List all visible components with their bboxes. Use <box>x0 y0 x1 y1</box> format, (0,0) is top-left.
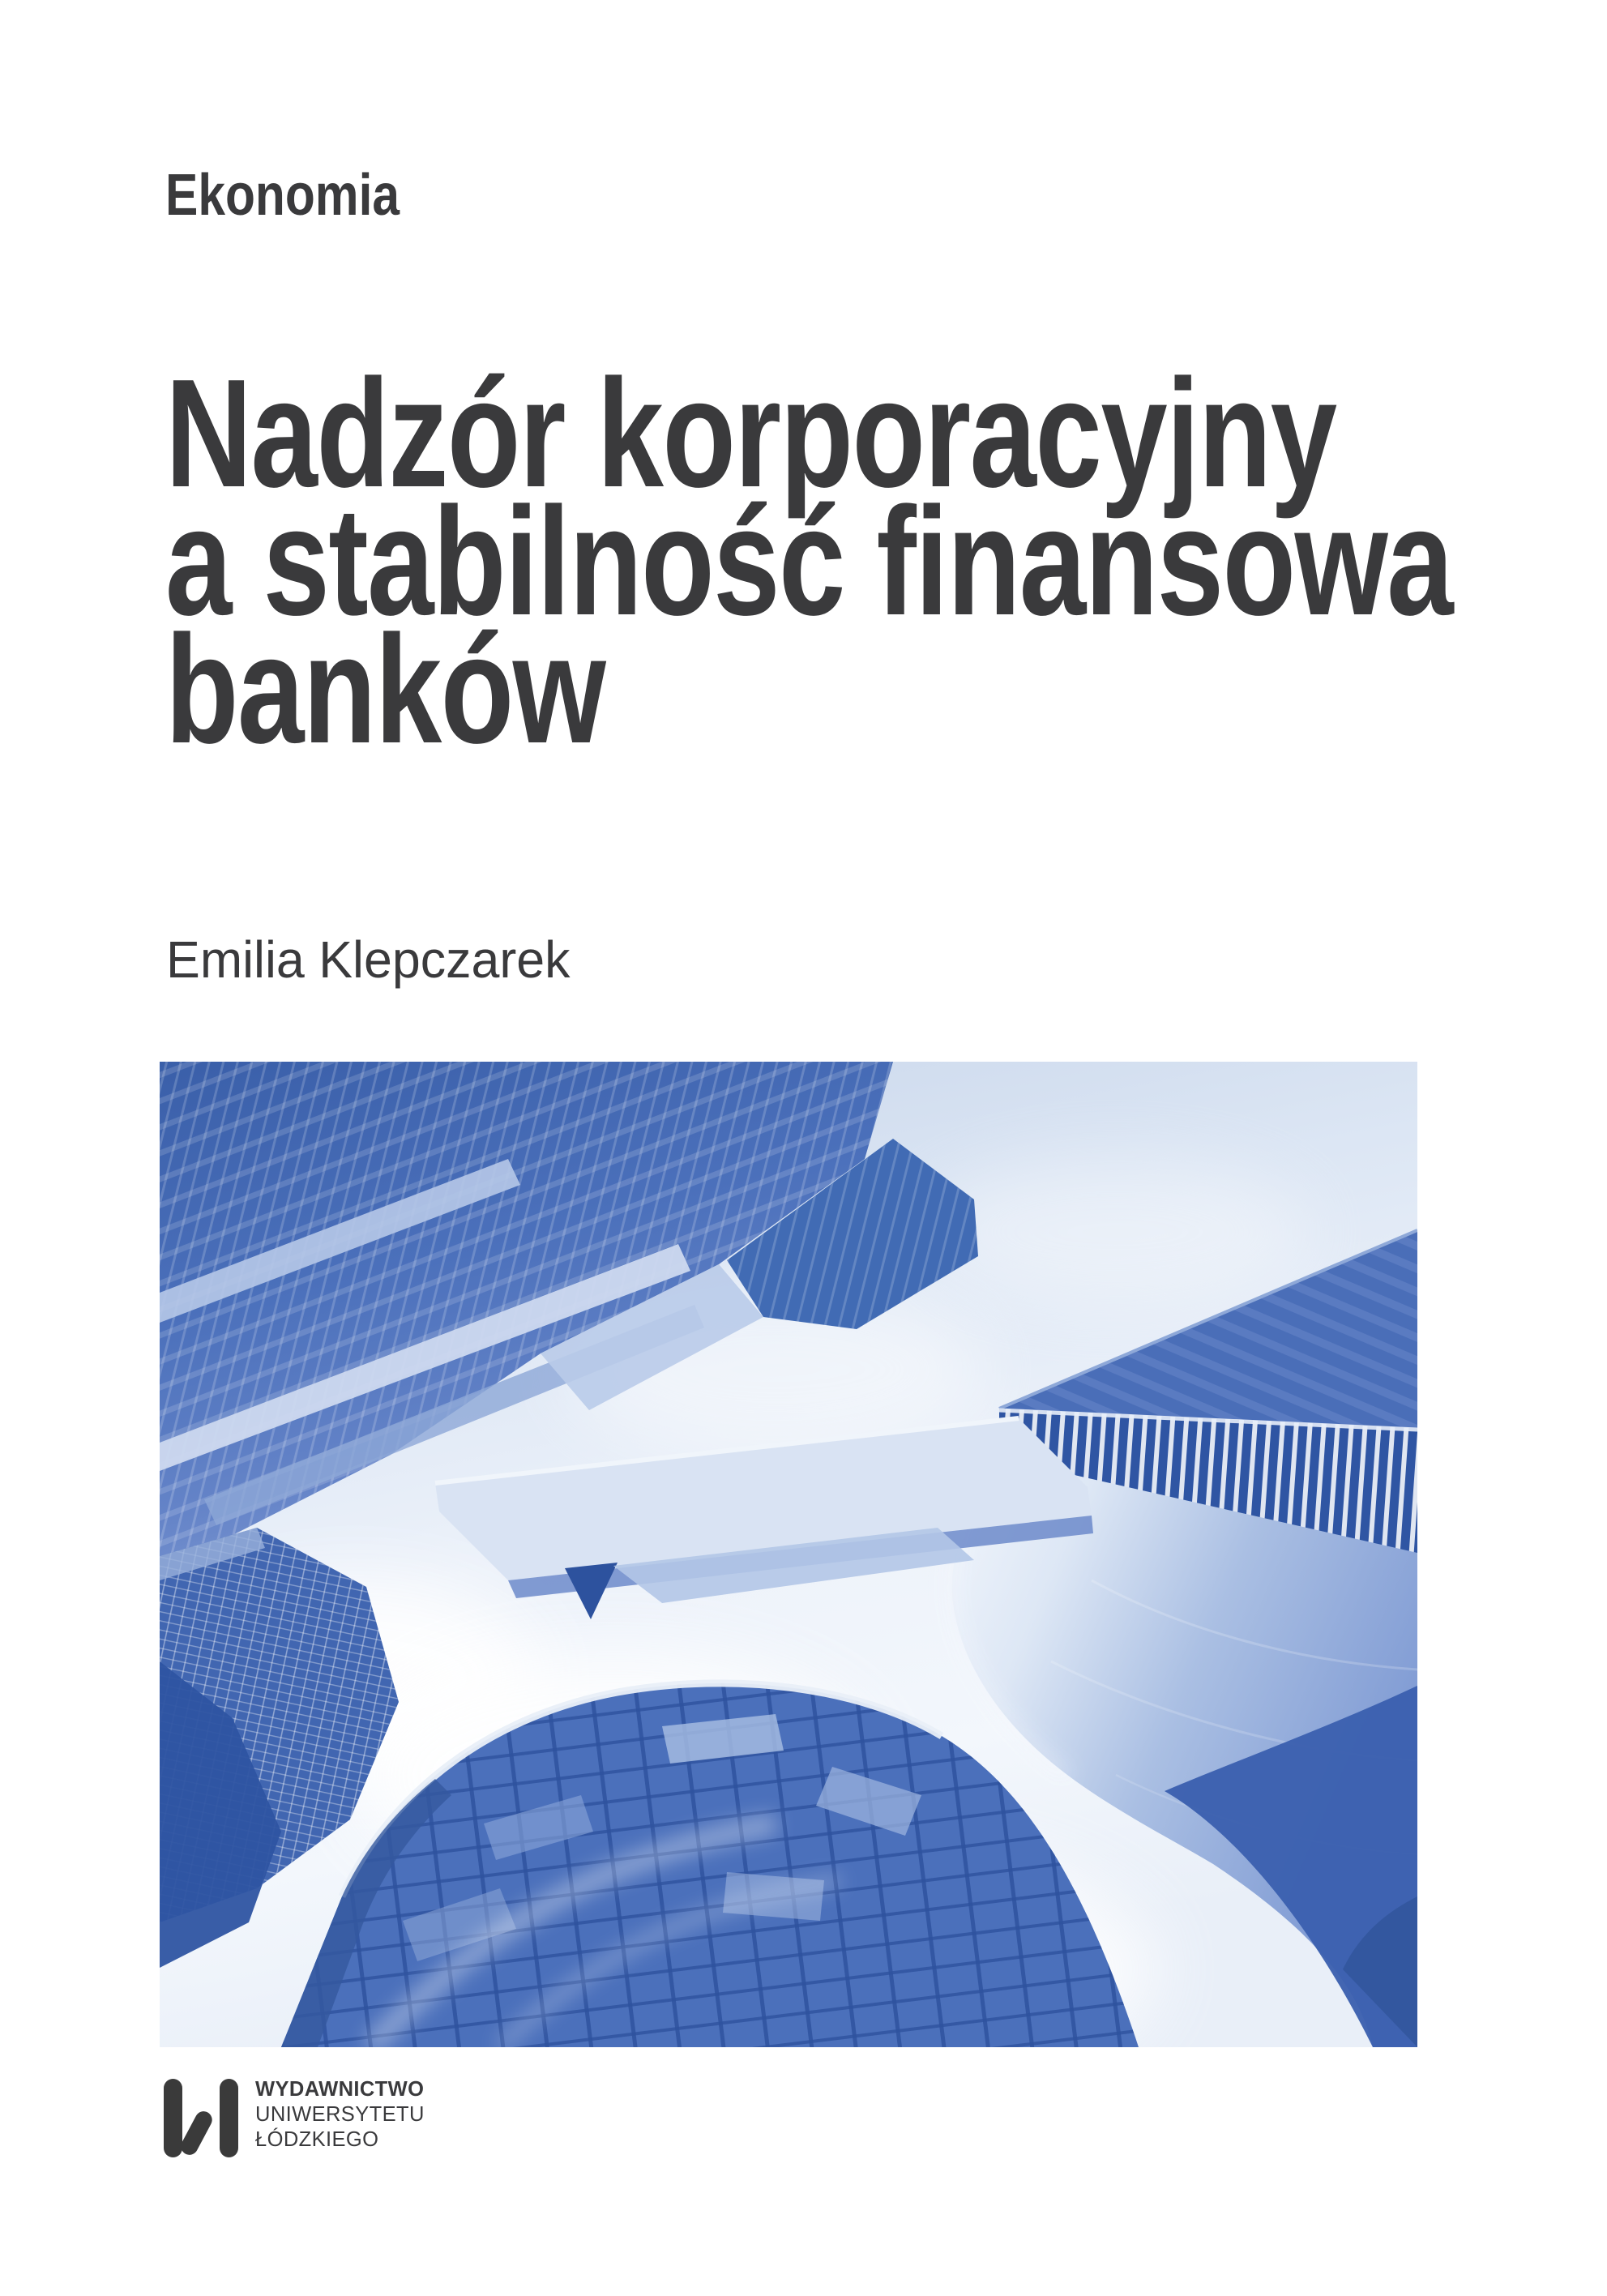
title-line-3: banków <box>165 604 605 776</box>
publisher-logo <box>164 2079 425 2157</box>
category-label: Ekonomia <box>165 163 400 228</box>
publisher-name-line-1: WYDAWNICTWO <box>255 2078 425 2101</box>
title-line-2: a stabilność finansowa <box>165 476 1453 648</box>
publisher-name-line-3: ŁÓDZKIEGO <box>255 2128 379 2151</box>
author-name: Emilia Klepczarek <box>166 930 571 989</box>
book-title <box>165 348 1607 776</box>
cover-photo <box>160 1062 1417 2047</box>
skyscrapers-photo <box>160 1062 1417 2047</box>
publisher-logo-icon <box>164 2079 242 2157</box>
title-line-1: Nadzór korporacyjny <box>165 348 1336 519</box>
publisher-name <box>255 2077 425 2153</box>
publisher-name-line-2: UNIWERSYTETU <box>255 2103 425 2126</box>
